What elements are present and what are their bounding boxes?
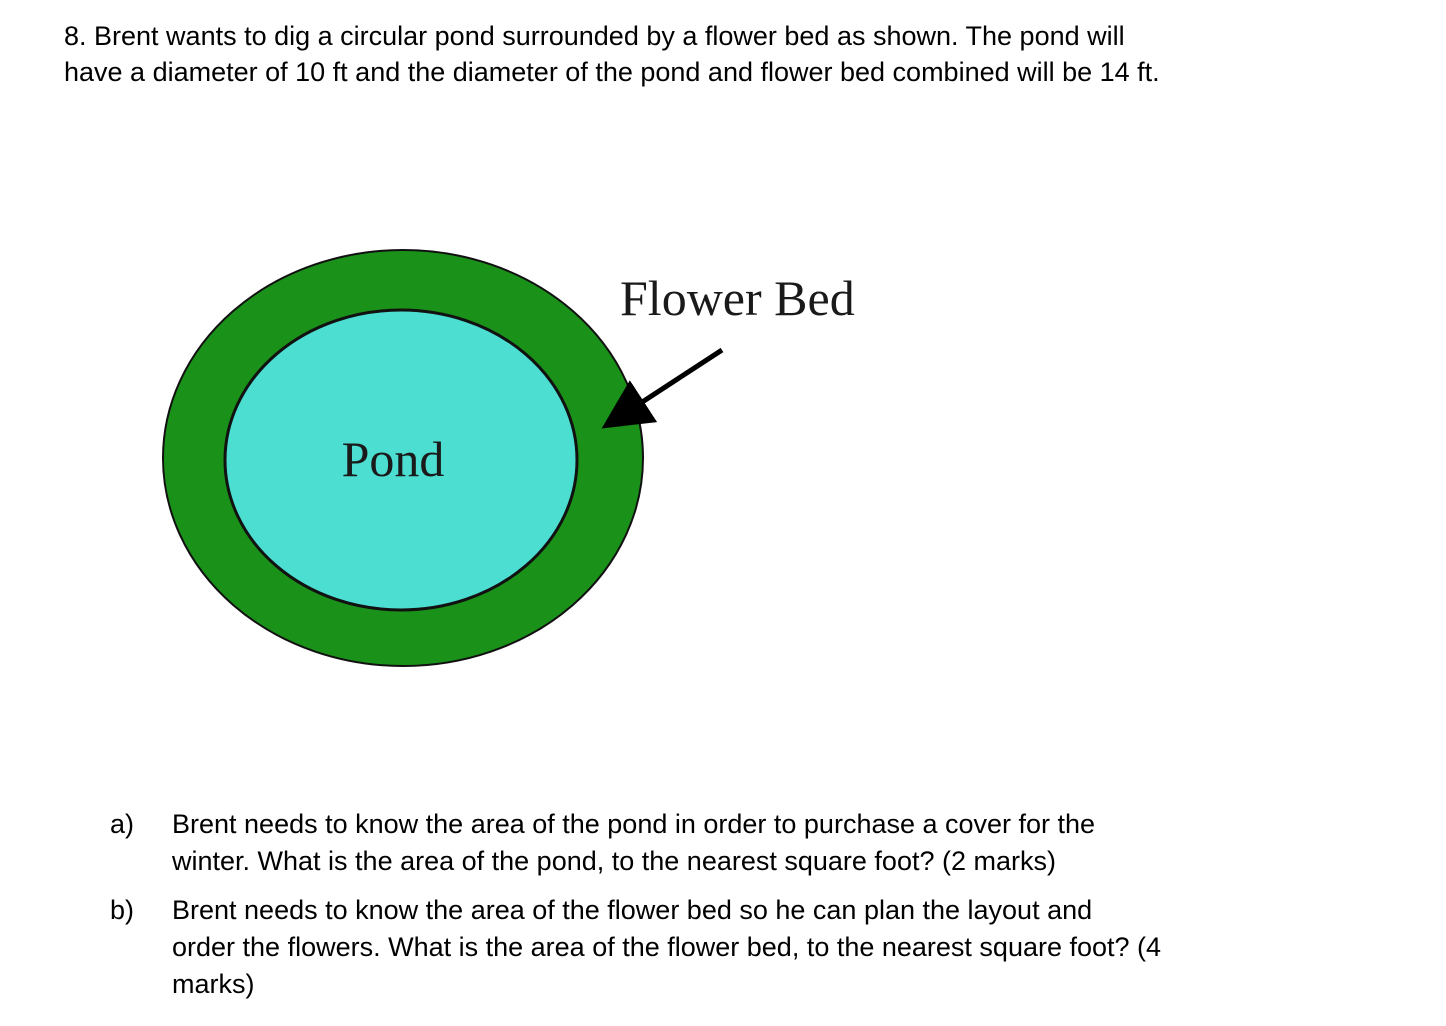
pond-label: Pond (341, 431, 445, 487)
pond-diagram-svg (150, 240, 910, 680)
problem-statement (64, 18, 1364, 90)
question-a (110, 806, 1330, 880)
question-line: Brent needs to know the area of the pond in order to purchase a cover for the (172, 809, 1096, 839)
problem-line-2: have a diameter of 10 ft and the diameter of the pond and flower bed combined will be 14 ft. (64, 57, 1160, 87)
questions-list (110, 806, 1330, 1015)
question-line: winter. What is the area of the pond, to the nearest square foot? (2 marks) (172, 846, 1056, 876)
question-line: marks) (172, 969, 255, 999)
question-line: order the flowers. What is the area of the flower bed, to the nearest square foot? (4 (172, 932, 1162, 962)
problem-line-1: 8. Brent wants to dig a circular pond surrounded by a flower bed as shown. The pond will (64, 21, 1125, 51)
question-line: Brent needs to know the area of the flower bed so he can plan the layout and (172, 895, 1093, 925)
question-marker: a) (110, 809, 135, 839)
question-marker: b) (110, 895, 135, 925)
question-b (110, 892, 1330, 1003)
flower-bed-label: Flower Bed (620, 270, 855, 326)
pond-diagram (150, 240, 910, 685)
